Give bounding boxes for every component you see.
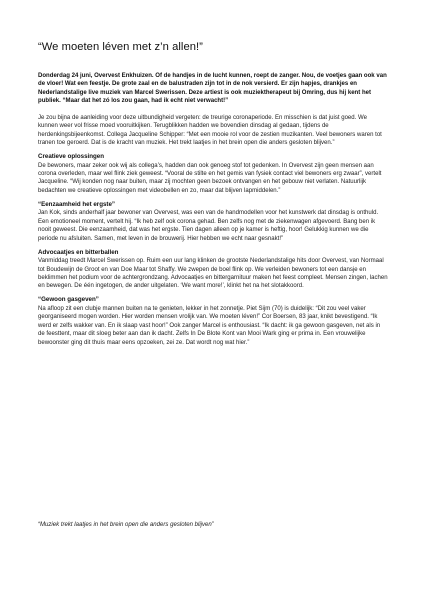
article-intro: Je zou bijna de aanleiding voor deze uitbundigheid vergeten: de treurige coronaperiode. En misschien is dat juist goed. We kunnen weer vol frisse moed vooruitkijken. Terugblikken hadden we bovendien dinsdag al gedaan, tijdens de herdenkingsbijeenkomst. Collega Jacqueline Schipper: “Met een mooie rol voor de zestien muzikanten. Veel bewoners waren tot tranen toe geroerd. Dat is de kracht van muziek. Het trekt laatjes in het brein open die anders gesloten blijven.” <box>38 114 382 147</box>
section-text-creatieve-oplossingen: De bewoners, maar zeker ook wij als collega’s, hadden dan ook genoeg stof tot gedenken. In Overvest zijn geen mensen aan corona overleden, maar wel flink ziek geweest. “Vooral de stilte en het gemis van fysiek contact viel bewoners erg zwaar”, vertelt Jacqueline. “Wij konden nog naar buiten, maar zij mochten geen bezoek ontvangen en het gebouw niet verlaten. Natuurlijk bedachten we creatieve oplossingen met videobellen en zo, maar dat blijven lapmiddelen.” <box>38 162 382 194</box>
article <box>38 40 388 353</box>
section-heading-gewoon-gasgeven: “Gewoon gasgeven” <box>38 296 99 304</box>
article-lead: Donderdag 24 juni, Overvest Enkhuizen. Of de handjes in de lucht kunnen, roept de zanger. Nou, de voetjes gaan ook van de vloer! Wat een feestje. De grote zaal en de balustraden zijn tot in de nok versierd. Er zijn hapjes, drankjes en Nederlandstalige live muziek van Marcel Swerissen. Deze artiest is ook muziektherapeut bij Omring, dus hij kent het publiek. “Maar dat het zó los zou gaan, had ik echt niet verwacht!” <box>38 73 387 105</box>
article-title: “We moeten léven met z’n allen!” <box>38 41 203 53</box>
section-heading-eenzaamheid: “Eenzaamheid het ergste” <box>38 200 116 208</box>
section-heading-creatieve-oplossingen: Creatieve oplossingen <box>38 153 105 161</box>
section-text-advocaatjes: Vanmiddag treedt Marcel Swerissen op. Ruim een uur lang klinken de grootste Nederlandstalige hits door Overvest, van Normaal tot Boudewijn de Groot en van Doe Maar tot Shaffy. We zwepen de boel flink op. We verleiden bewoners tot een dansje en beklimmen het podium voor de achtergrondzang. Advocaatjes en bittergarnituur maken het feest compleet. Mensen zingen, lachen en bewegen. De één ingetogen, de ander uitgelaten. ‘We want more!’, klinkt het na het slotakkoord. <box>38 258 388 290</box>
section-text-eenzaamheid: Jan Kok, sinds anderhalf jaar bewoner van Overvest, was een van de handmodellen voor het kunstwerk dat dinsdag is onthuld. Een emotioneel moment, vertelt hij. “Ik heb zelf ook corona gehad. Ben zelfs nog met de ziekenwagen afgevoerd. Bang ben ik nooit geweest. Die eenzaamheid, dat was het ergste. Tien dagen alleen op je kamer is heftig, hoor! Gelukkig kunnen we die periode nu afsluiten. Samen, met leven in de brouwerij. Hier hebben we echt naar gesnakt!” <box>38 210 379 242</box>
section-text-gewoon-gasgeven: Na afloop zit een clubje mannen buiten na te genieten, lekker in het zonnetje. Piet Sijm (70) is duidelijk: “Dit zou veel vaker georganiseerd mogen worden. Hier worden mensen vrolijk van. We moeten léven!” Cor Boersen, 83 jaar, knikt bevestigend. “Ik werd er zelfs wakker van. En ik slaap vast hoor!” Ook zanger Marcel is enthousiast. “Ik dacht: ik ga gewoon gasgeven, net als in de feesttent, maar dit sloeg beter aan dan ik dacht. Zelfs In De Blote Kont van Mooi Wark ging er prima in. Een vrouwelijke bewoonster ging dit thuis maar eens opzoeken, zei ze. Dat wordt nog wat hier.” <box>38 305 381 346</box>
closing-pull-quote: “Muziek trekt laatjes in het brein open die anders gesloten blijven” <box>38 522 214 528</box>
section-heading-advocaatjes: Advocaatjes en bitterballen <box>38 248 119 256</box>
